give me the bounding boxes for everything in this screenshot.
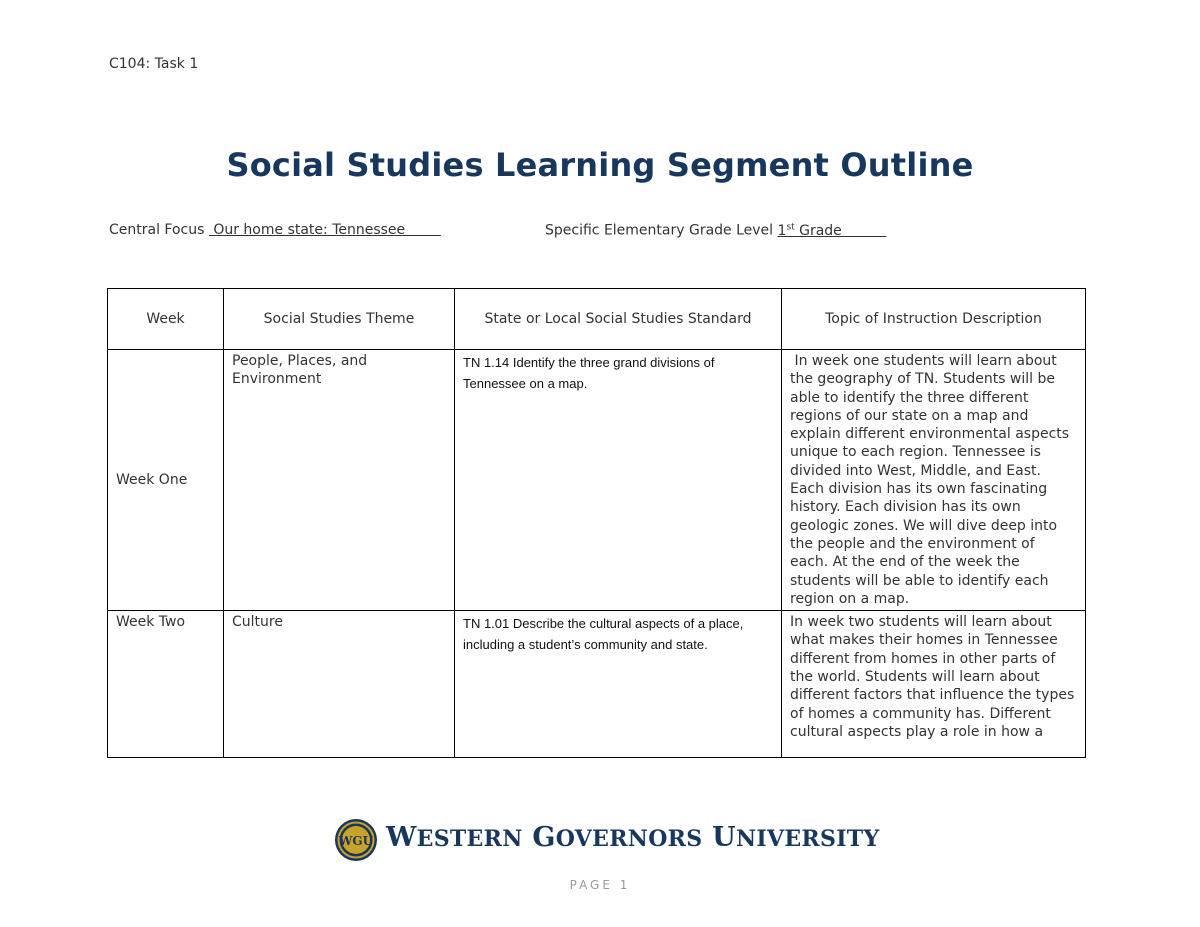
theme-cell: Culture	[224, 611, 455, 758]
col-header-week: Week	[108, 289, 224, 350]
description-cell: In week one students will learn about the geography of TN. Students will be able to identify the three different regions of our state on a map and explain different environmental aspects unique to each region. Tennessee is divided into West, Middle, and East. Each division has its own fascinating history. Each division has its own geologic zones. We will dive deep into the people and the environment of each. At the end of the week the students will be able to identify each region on a map.	[782, 350, 1086, 611]
col-header-standard: State or Local Social Studies Standard	[455, 289, 782, 350]
description-text: In week two students will learn about what makes their homes in Tennessee different from homes in other parts of the world. Students will learn about different factors that influence the types of homes a community has. Different cultural aspects play a role in how a	[790, 614, 1075, 740]
svg-text:WGU: WGU	[338, 834, 374, 848]
central-focus-label: Central Focus	[109, 222, 205, 238]
central-focus-value: Our home state: Tennessee	[208, 222, 441, 238]
grade-number: 1	[777, 222, 787, 239]
grade-rest: Grade	[794, 222, 887, 239]
grade-suffix: st	[786, 222, 795, 232]
page-title: Social Studies Learning Segment Outline	[226, 146, 974, 184]
description-cell	[782, 611, 1086, 758]
theme-cell: People, Places, and Environment	[224, 350, 455, 611]
week-cell: Week One	[108, 350, 224, 611]
wgu-seal-icon	[334, 818, 378, 862]
central-focus	[109, 222, 441, 238]
wgu-wordmark: WESTERN GOVERNORS UNIVERSITY	[386, 822, 880, 853]
grade-level-label: Specific Elementary Grade Level	[545, 222, 774, 239]
grade-level-value	[778, 223, 887, 239]
course-label: C104: Task 1	[109, 56, 199, 72]
table-row	[108, 611, 1086, 758]
wgu-logo	[334, 818, 880, 862]
table-row	[108, 350, 1086, 611]
table-header-row	[108, 289, 1086, 350]
standard-cell: TN 1.01 Describe the cultural aspects of a place, including a student’s community and state.	[455, 611, 782, 758]
week-cell: Week Two	[108, 611, 224, 758]
col-header-theme: Social Studies Theme	[224, 289, 455, 350]
outline-table	[107, 288, 1086, 758]
grade-level	[545, 222, 886, 239]
page-number: PAGE 1	[569, 878, 631, 892]
standard-cell: TN 1.14 Identify the three grand divisions of Tennessee on a map.	[455, 350, 782, 611]
col-header-description: Topic of Instruction Description	[782, 289, 1086, 350]
